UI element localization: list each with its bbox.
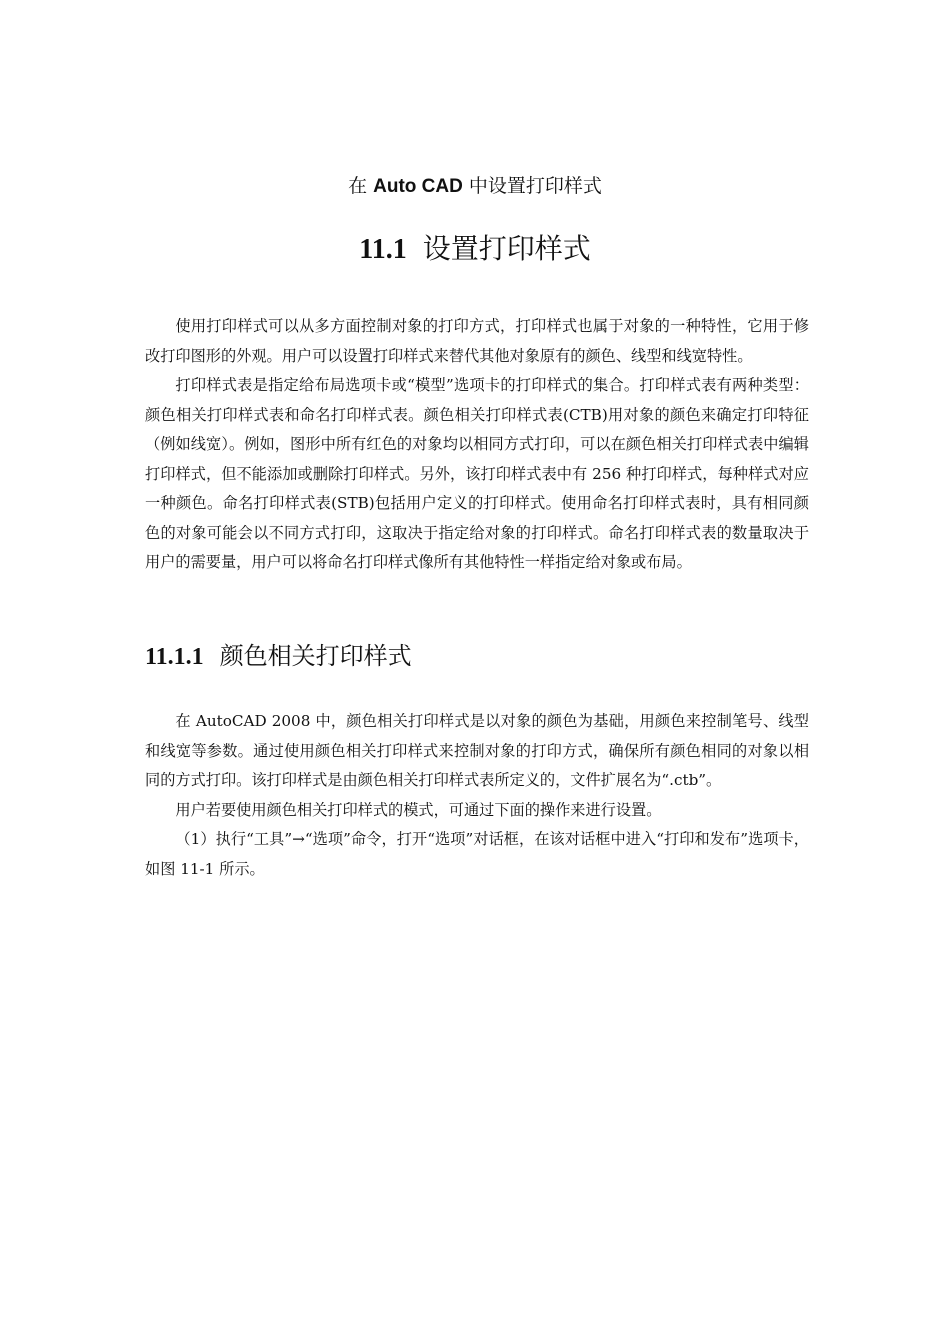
document-title (0, 172, 950, 201)
document-title-product: Auto CAD (373, 176, 463, 197)
section-number: 11.1 (359, 234, 407, 265)
subsection-heading (145, 638, 412, 675)
section-body (145, 312, 809, 578)
paragraph-print-style-intro: 使用打印样式可以从多方面控制对象的打印方式，打印样式也属于对象的一种特性，它用于修改打印图形的外观。用户可以设置打印样式来替代其他对象原有的颜色、线型和线宽特性。 (145, 317, 809, 365)
document-title-prefix: 在 (348, 175, 374, 197)
subsection-number: 11.1.1 (145, 644, 204, 670)
section-heading (0, 228, 950, 271)
subsection-title: 颜色相关打印样式 (219, 642, 412, 670)
paragraph-setup-instruction: 用户若要使用颜色相关打印样式的模式，可通过下面的操作来进行设置。 (175, 800, 662, 819)
paragraph-color-dependent-intro: 在 AutoCAD 2008 中，颜色相关打印样式是以对象的颜色为基础，用颜色来控制笔号、线型和线宽等参数。通过使用颜色相关打印样式来控制对象的打印方式，确保所有颜色相同的对象以相同的方式打印。该打印样式是由颜色相关打印样式表所定义的，文件扩展名为“.ctb”。 (145, 712, 809, 789)
paragraph-print-style-tables: 打印样式表是指定给布局选项卡或“模型”选项卡的打印样式的集合。打印样式表有两种类型：颜色相关打印样式表和命名打印样式表。颜色相关打印样式表(CTB)用对象的颜色来确定打印特征（例如线宽）。例如，图形中所有红色的对象均以相同方式打印，可以在颜色相关打印样式表中编辑打印样式，但不能添加或删除打印样式。另外，该打印样式表中有 256 种打印样式，每种样式对应一种颜色。命名打印样式表(STB)包括用户定义的打印样式。使用命名打印样式表时，具有相同颜色的对象可能会以不同方式打印，这取决于指定给对象的打印样式。命名打印样式表的数量取决于用户的需要量，用户可以将命名打印样式像所有其他特性一样指定给对象或布局。 (145, 376, 809, 571)
subsection-body (145, 707, 809, 884)
document-title-suffix: 中设置打印样式 (462, 175, 602, 197)
paragraph-step-1: （1）执行“工具”→“选项”命令，打开“选项”对话框，在该对话框中进入“打印和发布”选项卡，如图 11-1 所示。 (145, 830, 809, 878)
section-title: 设置打印样式 (422, 232, 591, 265)
